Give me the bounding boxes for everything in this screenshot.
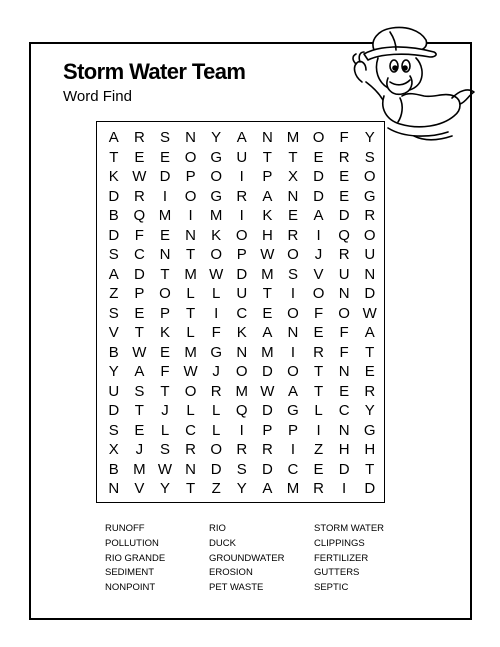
grid-letter[interactable]: O [363, 168, 376, 186]
grid-letter[interactable]: O [287, 304, 299, 322]
word-list-item: RUNOFF [105, 523, 145, 534]
grid-letter[interactable]: C [185, 421, 196, 439]
grid-letter[interactable]: N [338, 363, 350, 381]
grid-letter[interactable]: E [313, 148, 324, 166]
grid-letter[interactable]: I [214, 304, 219, 322]
grid-letter[interactable]: D [159, 168, 171, 186]
word-list-item: STORM WATER [314, 523, 385, 534]
word-list-item: DUCK [209, 537, 236, 549]
grid-letter[interactable]: E [313, 460, 324, 478]
grid-letter[interactable]: R [313, 343, 324, 361]
grid-letter[interactable]: L [186, 324, 195, 342]
grid-letter[interactable]: M [209, 207, 223, 225]
grid-letter[interactable]: P [134, 285, 145, 303]
grid-letter[interactable]: O [338, 304, 350, 322]
grid-letter[interactable]: A [364, 324, 375, 342]
word-list-item: SEPTIC [314, 582, 349, 594]
grid-letter[interactable]: P [262, 168, 273, 186]
grid-letter[interactable]: Y [364, 129, 375, 147]
word-list [105, 523, 424, 597]
grid-letter[interactable]: O [363, 226, 376, 244]
grid-letter[interactable]: Q [133, 207, 146, 225]
grid-letter[interactable]: V [134, 480, 145, 498]
grid-letter[interactable]: E [159, 343, 170, 361]
page-subtitle: Word Find [63, 88, 132, 105]
word-list-item: RIO GRANDE [105, 552, 166, 564]
grid-letter[interactable]: Y [236, 480, 247, 498]
grid-letter[interactable]: Q [235, 402, 248, 420]
grid-letter[interactable]: K [159, 324, 170, 342]
grid-letter[interactable]: D [338, 460, 350, 478]
grid-letter[interactable]: R [364, 207, 376, 225]
grid-letter[interactable]: U [364, 246, 376, 264]
word-list-item: FERTILIZER [314, 552, 369, 564]
grid-letter[interactable]: W [260, 246, 275, 264]
grid-letter[interactable]: T [185, 246, 196, 264]
grid-letter[interactable]: F [339, 324, 349, 342]
grid-letter[interactable]: I [239, 421, 244, 439]
grid-letter[interactable]: V [108, 324, 119, 342]
grid-letter[interactable]: L [212, 402, 221, 420]
grid-letter[interactable]: F [211, 324, 221, 342]
grid-letter[interactable]: T [134, 324, 144, 342]
grid-letter[interactable]: P [185, 168, 196, 186]
grid-letter[interactable]: T [262, 285, 272, 303]
grid-letter[interactable]: Y [108, 363, 119, 381]
grid-letter[interactable]: A [262, 324, 273, 342]
grid-letter[interactable]: A [108, 129, 119, 147]
grid-letter[interactable]: A [134, 363, 145, 381]
grid-letter[interactable]: E [134, 421, 145, 439]
grid-letter[interactable]: S [159, 441, 170, 459]
grid-letter[interactable]: K [211, 226, 222, 244]
grid-letter[interactable]: G [210, 148, 222, 166]
grid-letter[interactable]: F [339, 129, 349, 147]
grid-letter[interactable]: I [290, 441, 296, 459]
grid-letter[interactable]: Z [109, 285, 119, 303]
grid-letter[interactable]: W [132, 168, 147, 186]
grid-letter[interactable]: X [287, 168, 298, 186]
grid-letter[interactable]: D [108, 402, 120, 420]
grid-letter[interactable]: L [212, 421, 221, 439]
grid-letter[interactable]: A [262, 480, 273, 498]
grid-letter[interactable]: Y [364, 402, 375, 420]
grid-letter[interactable]: O [312, 129, 325, 147]
grid-letter[interactable]: R [287, 226, 299, 244]
grid-letter[interactable]: C [236, 304, 248, 322]
grid-letter[interactable]: L [212, 285, 221, 303]
grid-letter[interactable]: A [313, 207, 324, 225]
grid-letter[interactable]: C [133, 246, 145, 264]
grid-letter[interactable]: N [185, 129, 196, 147]
grid-letter[interactable]: T [288, 148, 298, 166]
grid-letter[interactable]: Y [211, 129, 222, 147]
grid-letter[interactable]: N [338, 285, 350, 303]
grid-letter[interactable]: D [108, 187, 120, 205]
grid-letter[interactable]: U [236, 285, 248, 303]
grid-letter[interactable]: N [159, 246, 171, 264]
grid-letter[interactable]: U [108, 382, 120, 400]
grid-letter[interactable]: I [316, 421, 321, 439]
grid-letter[interactable]: J [161, 402, 169, 420]
grid-letter[interactable]: W [362, 304, 377, 322]
grid-letter[interactable]: O [235, 363, 248, 381]
grid-letter[interactable]: I [239, 207, 244, 225]
grid-letter[interactable]: G [210, 343, 222, 361]
grid-letter[interactable]: W [132, 343, 147, 361]
grid-letter[interactable]: R [338, 246, 350, 264]
grid-letter[interactable]: O [312, 285, 325, 303]
grid-letter[interactable]: R [338, 148, 350, 166]
grid-letter[interactable]: G [363, 187, 376, 205]
page-title: Storm Water Team [63, 59, 246, 84]
grid-letter[interactable]: N [108, 480, 120, 498]
grid-letter[interactable]: T [160, 265, 170, 283]
grid-letter[interactable]: F [134, 226, 144, 244]
grid-letter[interactable]: T [262, 148, 272, 166]
grid-letter[interactable]: E [159, 226, 170, 244]
grid-letter[interactable]: O [210, 168, 222, 186]
grid-letter[interactable]: D [364, 480, 376, 498]
grid-letter[interactable]: J [212, 363, 220, 381]
grid-letter[interactable]: M [133, 460, 146, 478]
grid-letter[interactable]: L [160, 421, 170, 439]
grid-letter[interactable]: J [135, 441, 144, 459]
grid-letter[interactable]: L [186, 285, 195, 303]
grid-letter[interactable]: W [209, 265, 224, 283]
grid-letter[interactable]: I [188, 207, 193, 225]
grid-letter[interactable]: N [287, 187, 299, 205]
grid-letter[interactable]: O [184, 187, 197, 205]
grid-letter[interactable]: S [287, 265, 298, 283]
grid-letter[interactable]: T [185, 304, 196, 322]
grid-letter[interactable]: D [261, 363, 273, 381]
grid-letter[interactable]: R [133, 129, 145, 147]
grid-letter[interactable]: A [108, 265, 119, 283]
grid-letter[interactable]: D [338, 207, 350, 225]
grid-letter[interactable]: X [108, 441, 119, 459]
grid-letter[interactable]: E [339, 168, 350, 186]
grid-letter[interactable]: E [287, 207, 298, 225]
grid-letter[interactable]: G [210, 187, 222, 205]
grid-letter[interactable]: O [210, 246, 222, 264]
grid-letter[interactable]: T [365, 343, 375, 361]
grid-letter[interactable]: L [314, 402, 323, 420]
grid-letter[interactable]: D [210, 460, 222, 478]
grid-letter[interactable]: I [316, 226, 321, 244]
grid-letter[interactable]: B [108, 207, 119, 225]
grid-letter[interactable]: S [134, 382, 145, 400]
grid-letter[interactable]: F [339, 343, 349, 361]
word-list-item: EROSION [209, 567, 253, 579]
grid-letter[interactable]: T [109, 148, 119, 166]
grid-letter[interactable]: R [261, 441, 273, 459]
word-list-item: NONPOINT [105, 582, 156, 594]
grid-letter[interactable]: S [108, 304, 119, 322]
grid-letter[interactable]: T [313, 382, 324, 400]
grid-letter[interactable]: U [236, 148, 248, 166]
grid-letter[interactable]: E [134, 148, 145, 166]
letter-grid [101, 128, 383, 499]
grid-letter[interactable]: E [159, 148, 170, 166]
grid-letter[interactable]: S [236, 460, 247, 478]
grid-letter[interactable]: T [185, 480, 196, 498]
grid-letter[interactable]: O [184, 382, 197, 400]
grid-letter[interactable]: I [162, 187, 168, 205]
grid-letter[interactable]: I [290, 343, 296, 361]
grid-letter[interactable]: A [236, 129, 247, 147]
grid-letter[interactable]: T [313, 363, 324, 381]
grid-letter[interactable]: J [314, 246, 323, 264]
grid-letter[interactable]: D [364, 285, 376, 303]
grid-letter[interactable]: K [108, 168, 119, 186]
grid-letter[interactable]: H [338, 441, 350, 459]
grid-letter[interactable]: M [235, 382, 249, 400]
word-list-item: POLLUTION [105, 537, 159, 549]
grid-letter[interactable]: R [133, 187, 145, 205]
grid-letter[interactable]: D [236, 265, 248, 283]
grid-letter[interactable]: O [287, 363, 299, 381]
grid-letter[interactable]: W [157, 460, 173, 478]
grid-letter[interactable]: R [210, 382, 222, 400]
grid-letter[interactable]: M [286, 129, 300, 147]
grid-letter[interactable]: S [159, 129, 170, 147]
grid-letter[interactable]: L [186, 402, 195, 420]
grid-letter[interactable]: R [185, 441, 196, 459]
grid-letter[interactable]: N [236, 343, 248, 361]
grid-letter[interactable]: R [236, 187, 248, 205]
grid-letter[interactable]: O [159, 285, 171, 303]
grid-letter[interactable]: P [236, 246, 247, 264]
grid-letter[interactable]: N [185, 226, 196, 244]
grid-letter[interactable]: N [185, 460, 196, 478]
grid-letter[interactable]: O [210, 441, 222, 459]
grid-letter[interactable]: M [184, 265, 197, 283]
grid-letter[interactable]: C [287, 460, 299, 478]
grid-letter[interactable]: M [158, 207, 172, 225]
grid-letter[interactable]: E [339, 382, 350, 400]
grid-letter[interactable]: W [260, 382, 275, 400]
grid-letter[interactable]: C [338, 402, 350, 420]
grid-letter[interactable]: B [108, 460, 119, 478]
grid-letter[interactable]: G [363, 421, 376, 439]
grid-letter[interactable]: I [239, 168, 244, 186]
grid-letter[interactable]: E [313, 324, 324, 342]
grid-letter[interactable]: M [286, 480, 300, 498]
grid-letter[interactable]: Q [338, 226, 350, 244]
grid-letter[interactable]: A [262, 187, 273, 205]
grid-letter[interactable]: N [261, 129, 273, 147]
grid-letter[interactable]: M [184, 343, 197, 361]
grid-letter[interactable]: B [108, 343, 119, 361]
grid-letter[interactable]: O [235, 226, 248, 244]
grid-letter[interactable]: D [313, 187, 324, 205]
grid-letter[interactable]: W [183, 363, 198, 381]
grid-letter[interactable]: N [364, 265, 376, 283]
grid-letter[interactable]: K [262, 207, 273, 225]
grid-letter[interactable]: N [338, 421, 350, 439]
grid-letter[interactable]: G [287, 402, 299, 420]
grid-letter[interactable]: Z [313, 441, 324, 459]
grid-letter[interactable]: D [133, 265, 145, 283]
grid-letter[interactable]: O [287, 246, 299, 264]
grid-letter[interactable]: D [261, 402, 273, 420]
grid-letter[interactable]: P [262, 421, 273, 439]
grid-letter[interactable]: E [134, 304, 145, 322]
grid-letter[interactable]: T [134, 402, 144, 420]
grid-letter[interactable]: P [159, 304, 170, 322]
grid-letter[interactable]: Z [211, 480, 221, 498]
grid-letter[interactable]: A [287, 382, 298, 400]
grid-letter[interactable]: R [236, 441, 248, 459]
grid-letter[interactable]: I [342, 480, 347, 498]
grid-letter[interactable]: F [160, 363, 170, 381]
grid-letter[interactable]: M [261, 265, 274, 283]
grid-letter[interactable]: D [108, 226, 120, 244]
grid-letter[interactable]: F [313, 304, 324, 322]
grid-letter[interactable]: E [262, 304, 273, 322]
grid-letter[interactable]: M [261, 343, 274, 361]
grid-letter[interactable]: S [108, 421, 119, 439]
grid-letter[interactable]: E [364, 363, 375, 381]
word-list-item: CLIPPINGS [314, 537, 365, 549]
grid-letter[interactable]: V [313, 265, 324, 283]
word-list-item: GROUNDWATER [209, 552, 285, 564]
grid-letter[interactable]: K [236, 324, 247, 342]
grid-letter[interactable]: O [184, 148, 197, 166]
grid-letter[interactable]: P [287, 421, 298, 439]
grid-letter[interactable]: H [364, 441, 376, 459]
grid-letter[interactable]: S [364, 148, 375, 166]
grid-letter[interactable]: I [290, 285, 296, 303]
grid-letter[interactable]: N [287, 324, 299, 342]
word-list-item: PET WASTE [209, 582, 264, 594]
grid-letter[interactable]: T [365, 460, 375, 478]
grid-letter[interactable]: R [313, 480, 324, 498]
grid-letter[interactable]: U [338, 265, 350, 283]
word-list-item: SEDIMENT [105, 567, 155, 579]
grid-letter[interactable]: Y [159, 480, 170, 498]
grid-letter[interactable]: T [160, 382, 170, 400]
grid-letter[interactable]: H [261, 226, 273, 244]
word-list-item: RIO [209, 523, 226, 534]
grid-letter[interactable]: D [261, 460, 273, 478]
word-list-item: GUTTERS [314, 567, 360, 579]
grid-letter[interactable]: R [364, 382, 376, 400]
grid-letter[interactable]: S [108, 246, 119, 264]
grid-letter[interactable]: E [339, 187, 350, 205]
grid-letter[interactable]: D [313, 168, 324, 186]
